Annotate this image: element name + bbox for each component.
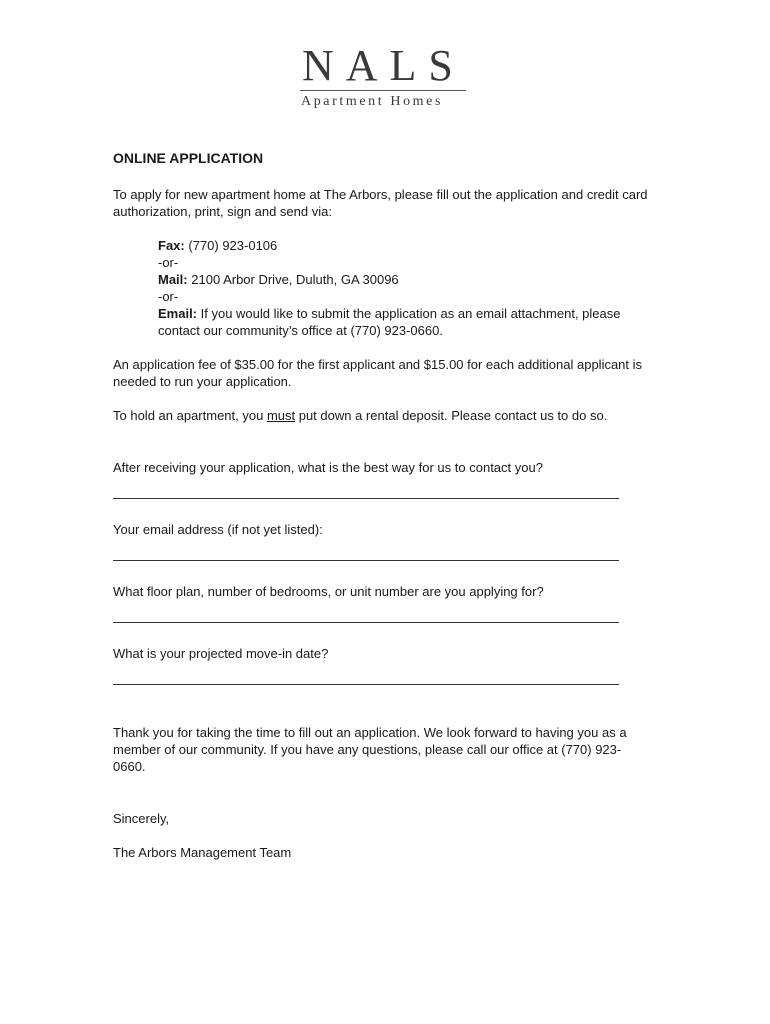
question-contact-method: After receiving your application, what is the best way for us to contact you?: [113, 460, 543, 475]
mail-address: 2100 Arbor Drive, Duluth, GA 30096: [191, 272, 399, 287]
answer-line-email[interactable]: [113, 560, 619, 561]
logo-divider: [300, 90, 466, 91]
logo-name: NALS: [302, 41, 465, 90]
question-move-in-date: What is your projected move-in date?: [113, 646, 329, 661]
sincerely-text: Sincerely,: [113, 811, 170, 826]
logo-tagline: Apartment Homes: [301, 94, 444, 109]
fee-paragraph: An application fee of $35.00 for the first applicant and $15.00 for each additional applicant is needed to run your application.: [113, 357, 643, 389]
mail-label: Mail:: [158, 272, 188, 287]
deposit-text-start: To hold an apartment, you: [113, 408, 267, 423]
signature: The Arbors Management Team: [113, 845, 292, 860]
intro-paragraph: To apply for new apartment home at The Arbors, please fill out the application and credit card authorization, print, sign and send via:: [113, 187, 648, 219]
fax-number: (770) 923-0106: [188, 238, 278, 253]
email-label: Email:: [158, 306, 198, 321]
closing-paragraph: Thank you for taking the time to fill out an application. We look forward to having you as a member of our community. If you have any questions, please call our office at (770) 923-0660.: [113, 725, 627, 774]
fax-method: [158, 237, 653, 254]
or-separator: -or-: [158, 289, 179, 304]
question-floor-plan: What floor plan, number of bedrooms, or unit number are you applying for?: [113, 584, 544, 599]
or-separator: -or-: [158, 255, 179, 270]
deposit-paragraph: [113, 407, 653, 424]
deposit-text-end: put down a rental deposit. Please contact us to do so.: [295, 408, 608, 423]
answer-line-floor-plan[interactable]: [113, 622, 619, 623]
mail-method: [158, 271, 653, 288]
email-instructions: If you would like to submit the application as an email attachment, please contact our community’s office at (770) 923-0660.: [158, 306, 621, 338]
fax-label: Fax:: [158, 238, 185, 253]
deposit-emphasis: must: [266, 408, 296, 423]
answer-line-contact-method[interactable]: [113, 498, 619, 499]
document-body: [113, 150, 653, 861]
question-email: Your email address (if not yet listed):: [113, 522, 323, 537]
company-logo: [300, 41, 470, 110]
email-method: [158, 305, 653, 339]
page-title: ONLINE APPLICATION: [113, 150, 264, 166]
answer-line-move-in-date[interactable]: [113, 684, 619, 685]
submission-methods: [113, 237, 653, 339]
